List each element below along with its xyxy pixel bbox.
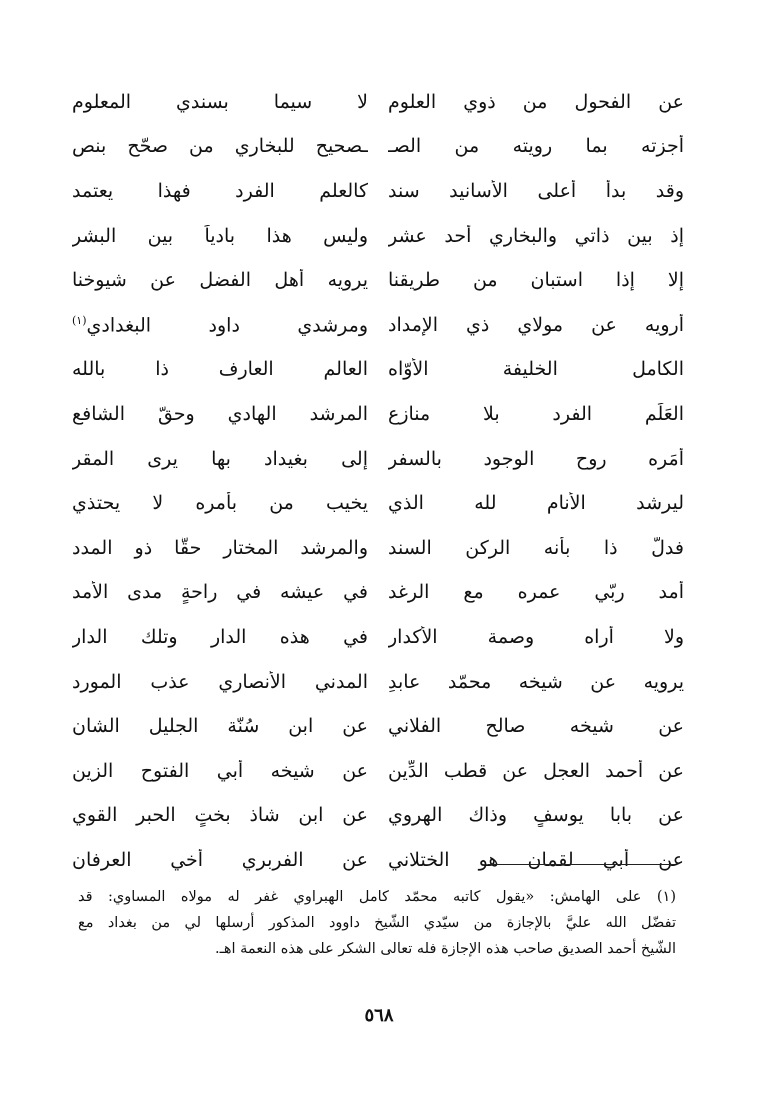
footnote-line: الشّيخ أحمد الصديق صاحب هذه الإجازة فله تعالى الشكر على هذه النعمة اهـ. <box>215 941 676 957</box>
footnote-marker: (١) <box>72 313 87 327</box>
verse-row <box>72 348 684 393</box>
verse-row <box>72 125 684 170</box>
verse-second-text: عن الفربري أخي العرفان <box>72 848 368 871</box>
verse-row <box>72 794 684 839</box>
verse-row <box>72 838 684 883</box>
verse-second-text: يرويه أهل الفضل عن شيوخنا <box>72 269 368 292</box>
verse-second-hemistich <box>72 804 368 827</box>
verse-first-hemistich: أرويه عن مولاي ذي الإمداد <box>388 313 684 336</box>
verse-second-hemistich <box>72 180 368 203</box>
verse-second-text: وليس هذا بادياً بين البشر <box>72 224 368 247</box>
verse-first-hemistich: ليرشد الأنام لله الذي <box>388 492 684 515</box>
verse-row <box>72 80 684 125</box>
verse-row <box>72 704 684 749</box>
page-number: ٥٦٨ <box>364 1005 394 1026</box>
verse-second-text: كالعلم الفرد فهذا يعتمد <box>72 180 368 203</box>
verse-row <box>72 214 684 259</box>
verse-row <box>72 660 684 705</box>
footnote-line: (١) على الهامش: «يقول كاتبه محمّد كامل الهبراوي غفر له مولاه المساوي: قد <box>78 889 676 905</box>
verse-second-hemistich <box>72 626 368 649</box>
verse-second-text: المدني الأنصاري عذب المورد <box>72 670 368 693</box>
verse-row <box>72 169 684 214</box>
verse-second-hemistich <box>72 537 368 560</box>
verse-second-text: لا سيما بسندي المعلوم <box>72 90 368 113</box>
verse-second-hemistich <box>72 403 368 426</box>
verse-second-hemistich <box>72 581 368 604</box>
verse-row <box>72 303 684 348</box>
verse-second-hemistich <box>72 225 368 248</box>
verse-second-hemistich <box>72 91 368 114</box>
verse-first-hemistich: فدلَّ ذا بأنه الركن السند <box>388 536 684 559</box>
verse-second-text: يخيب من بأمره لا يحتذي <box>72 492 368 515</box>
verse-second-text: في عيشه في راحةٍ مدى الأمد <box>72 581 368 604</box>
verse-second-text: عن ابن شاذ بختٍ الحبر القوي <box>72 804 368 827</box>
verse-second-hemistich <box>72 358 368 381</box>
poem-verses <box>72 80 684 883</box>
footnote-separator <box>488 864 674 865</box>
verse-first-hemistich: عن بابا يوسفٍ وذاك الهروي <box>388 804 684 827</box>
footnote <box>78 884 676 962</box>
verse-row <box>72 258 684 303</box>
verse-second-text: المرشد الهادي وحقّ الشافع <box>72 403 368 426</box>
footnote-line: تفضّل الله عليَّ بالإجازة من سيّدي الشّيخ داوود المذكور أرسلها لي من بغداد مع <box>78 915 676 931</box>
verse-second-text: عن شيخه أبي الفتوح الزين <box>72 759 368 782</box>
verse-row <box>72 749 684 794</box>
verse-second-hemistich <box>72 314 368 337</box>
verse-second-text: في هذه الدار وتلك الدار <box>72 626 368 649</box>
verse-second-hemistich <box>72 671 368 694</box>
verse-first-hemistich: وقد بدأ أعلى الأسانيد سند <box>388 180 684 203</box>
verse-second-hemistich <box>72 492 368 515</box>
verse-second-hemistich <box>72 269 368 292</box>
verse-second-hemistich <box>72 448 368 471</box>
verse-second-text: إلى بغيداد بها يرى المقر <box>72 447 368 470</box>
verse-first-hemistich: عن أبي لقمان هو الختلاني <box>388 848 684 871</box>
verse-first-hemistich: أمَره روح الوجود بالسفر <box>388 447 684 470</box>
verse-first-hemistich: عن الفحول من ذوي العلوم <box>388 90 684 113</box>
verse-row <box>72 615 684 660</box>
verse-second-text: العالم العارف ذا بالله <box>72 358 368 381</box>
verse-first-hemistich: العَلَم الفرد بلا منازع <box>388 403 684 426</box>
verse-second-hemistich <box>72 135 368 158</box>
verse-first-hemistich: ولا أراه وصمة الأكدار <box>388 626 684 649</box>
verse-first-hemistich: عن شيخه صالح الفلاني <box>388 715 684 738</box>
verse-first-hemistich: عن أحمد العجل عن قطب الدِّين <box>388 759 684 782</box>
verse-row <box>72 437 684 482</box>
verse-second-text: ومرشدي داود البغدادي <box>86 314 368 337</box>
verse-second-hemistich <box>72 760 368 783</box>
verse-first-hemistich: إلا إذا استبان من طريقنا <box>388 269 684 292</box>
verse-second-hemistich <box>72 849 368 872</box>
verse-second-text: ـصحيح للبخاري من صحّح بنص <box>72 135 368 158</box>
verse-first-hemistich: أجزته بما رويته من الصـ <box>388 135 684 158</box>
verse-first-hemistich: أمد ربّي عمره مع الرغد <box>388 581 684 604</box>
verse-row <box>72 481 684 526</box>
verse-row <box>72 526 684 571</box>
verse-first-hemistich: يرويه عن شيخه محمّد عابدِ <box>388 670 684 693</box>
verse-second-hemistich <box>72 715 368 738</box>
verse-first-hemistich: إذ بين ذاتي والبخاري أحد عشر <box>388 224 684 247</box>
verse-row <box>72 392 684 437</box>
verse-second-text: عن ابن سُنّة الجليل الشان <box>72 715 368 738</box>
verse-row <box>72 571 684 616</box>
verse-first-hemistich: الكامل الخليفة الأوّاه <box>388 358 684 381</box>
verse-second-text: والمرشد المختار حقًّا ذو المدد <box>72 536 368 559</box>
